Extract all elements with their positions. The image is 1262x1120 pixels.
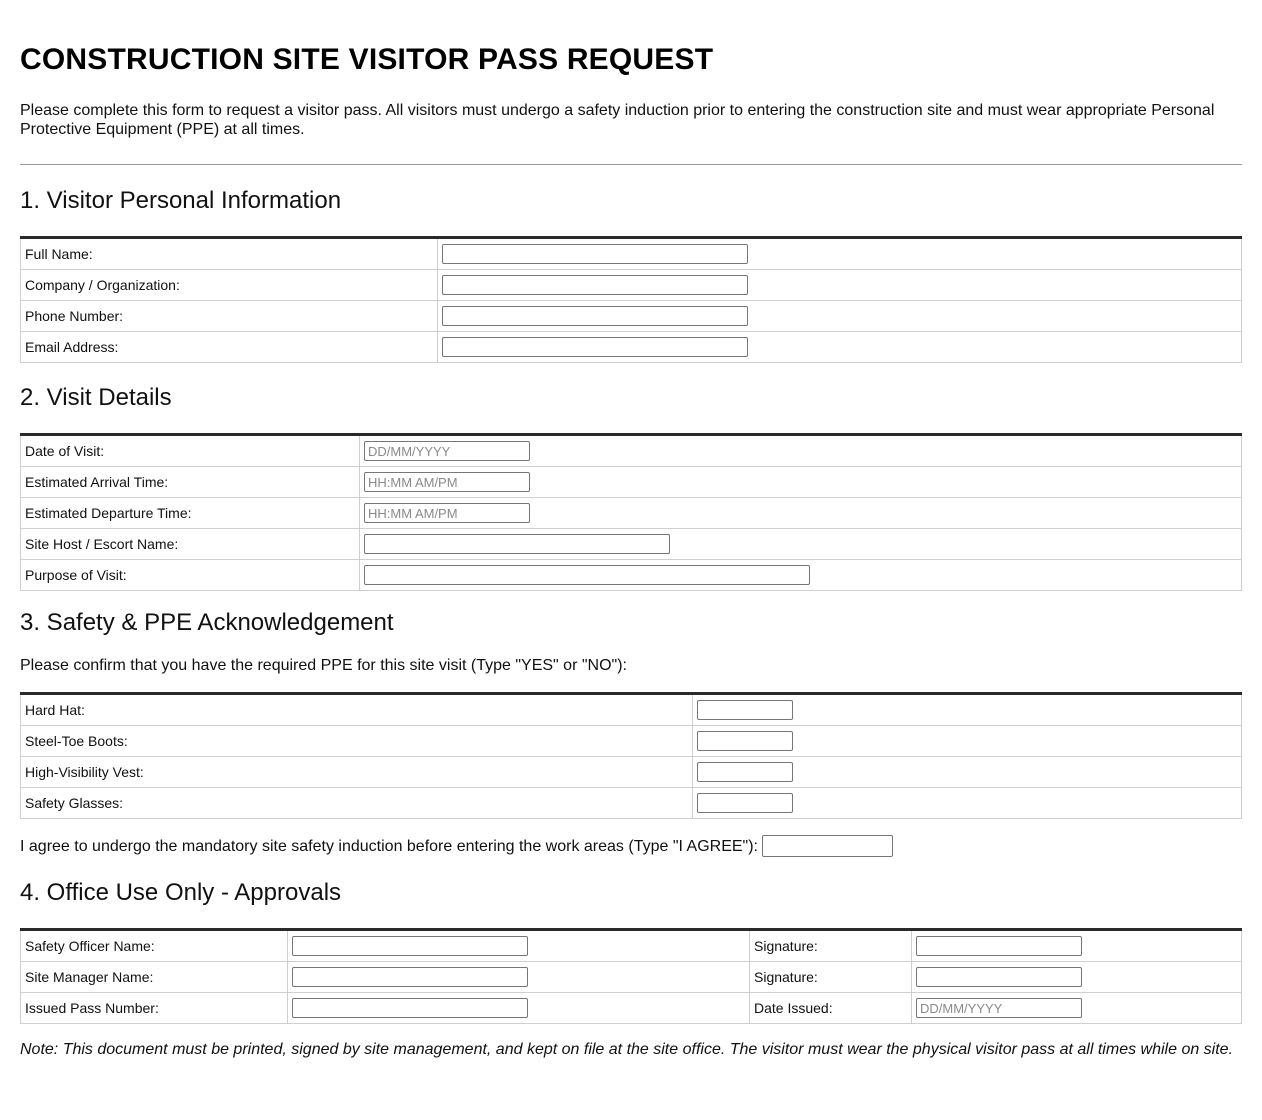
site-host-input[interactable] (364, 534, 670, 554)
arrival-time-input[interactable]: HH:MM AM/PM (364, 472, 530, 492)
table-row (21, 560, 1242, 591)
table-row (21, 301, 1242, 332)
table-row (21, 270, 1242, 301)
ppe-table (20, 692, 1242, 819)
table-row (21, 788, 1242, 819)
phone-label: Phone Number: (21, 301, 438, 332)
hi-vis-vest-label: High-Visibility Vest: (21, 757, 693, 788)
safety-glasses-input[interactable] (697, 793, 793, 813)
safety-glasses-label: Safety Glasses: (21, 788, 693, 819)
table-row (21, 529, 1242, 560)
site-manager-input[interactable] (292, 967, 528, 987)
departure-time-label: Estimated Departure Time: (21, 498, 360, 529)
email-label: Email Address: (21, 332, 438, 363)
site-manager-label: Site Manager Name: (21, 962, 288, 993)
intro-text: Please complete this form to request a visitor pass. All visitors must undergo a safety induction prior to entering the construction site and must wear appropriate Personal Protective Equipment (PPE) at all times. (20, 102, 1215, 138)
safety-officer-label: Safety Officer Name: (21, 930, 288, 962)
divider (20, 164, 1242, 165)
table-row (21, 726, 1242, 757)
pass-number-input[interactable] (292, 998, 528, 1018)
footer-note: Note: This document must be printed, signed by site management, and kept on file at the site office. The visitor must wear the physical visitor pass at all times while on site. (20, 1041, 1234, 1058)
section2-heading: 2. Visit Details (20, 384, 172, 411)
hard-hat-input[interactable] (697, 700, 793, 720)
hi-vis-vest-input[interactable] (697, 762, 793, 782)
date-of-visit-label: Date of Visit: (21, 435, 360, 467)
purpose-input[interactable] (364, 565, 810, 585)
table-row (21, 694, 1242, 726)
hard-hat-label: Hard Hat: (21, 694, 693, 726)
steel-toe-boots-label: Steel-Toe Boots: (21, 726, 693, 757)
departure-time-input[interactable]: HH:MM AM/PM (364, 503, 530, 523)
table-row (21, 962, 1242, 993)
full-name-label: Full Name: (21, 238, 438, 270)
email-input[interactable] (442, 337, 748, 357)
full-name-input[interactable] (442, 244, 748, 264)
purpose-label: Purpose of Visit: (21, 560, 360, 591)
section4-heading: 4. Office Use Only - Approvals (20, 879, 342, 906)
agreement-row (20, 835, 1242, 857)
safety-officer-input[interactable] (292, 936, 528, 956)
table-row (21, 332, 1242, 363)
section1-heading: 1. Visitor Personal Information (20, 187, 342, 214)
table-row (21, 435, 1242, 467)
table-row (21, 930, 1242, 962)
approvals-table (20, 928, 1242, 1024)
arrival-time-label: Estimated Arrival Time: (21, 467, 360, 498)
signature-label: Signature: (750, 962, 912, 993)
date-of-visit-input[interactable]: DD/MM/YYYY (364, 441, 530, 461)
company-input[interactable] (442, 275, 748, 295)
date-issued-label: Date Issued: (750, 993, 912, 1024)
phone-input[interactable] (442, 306, 748, 326)
visit-details-table (20, 433, 1242, 591)
company-label: Company / Organization: (21, 270, 438, 301)
table-row (21, 757, 1242, 788)
table-row (21, 467, 1242, 498)
personal-info-table (20, 236, 1242, 363)
date-issued-input[interactable]: DD/MM/YYYY (916, 998, 1082, 1018)
pass-number-label: Issued Pass Number: (21, 993, 288, 1024)
table-row (21, 238, 1242, 270)
agreement-text: I agree to undergo the mandatory site safety induction before entering the work areas (Type "I AGREE"): (20, 837, 758, 855)
safety-officer-signature-input[interactable] (916, 936, 1082, 956)
page-title: CONSTRUCTION SITE VISITOR PASS REQUEST (20, 43, 714, 76)
site-host-label: Site Host / Escort Name: (21, 529, 360, 560)
site-manager-signature-input[interactable] (916, 967, 1082, 987)
table-row (21, 498, 1242, 529)
section3-heading: 3. Safety & PPE Acknowledgement (20, 609, 394, 636)
table-row (21, 993, 1242, 1024)
agreement-input[interactable] (762, 835, 893, 857)
ppe-instruction: Please confirm that you have the required PPE for this site visit (Type "YES" or "NO"): (20, 657, 627, 674)
steel-toe-boots-input[interactable] (697, 731, 793, 751)
signature-label: Signature: (750, 930, 912, 962)
